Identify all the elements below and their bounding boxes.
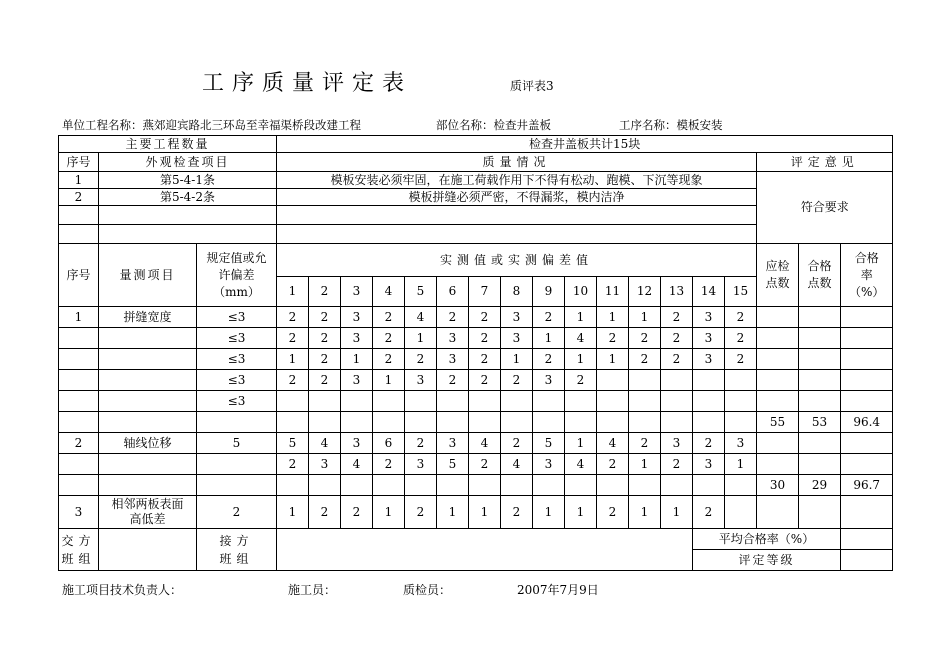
measured-value	[469, 412, 501, 433]
empty-cell	[59, 206, 99, 225]
measured-value: 3	[405, 370, 437, 391]
measured-value: 2	[501, 496, 533, 529]
measured-value: 3	[533, 454, 565, 475]
measured-value: 2	[277, 454, 309, 475]
measured-value: 2	[373, 349, 405, 370]
measured-value: 2	[629, 433, 661, 454]
measured-value: 4	[405, 307, 437, 328]
table-row	[59, 370, 893, 391]
measured-value	[565, 412, 597, 433]
measured-value: 4	[341, 454, 373, 475]
points-required	[757, 433, 799, 454]
measured-value: 3	[437, 328, 469, 349]
measured-value: 1	[565, 349, 597, 370]
evaluation-table	[58, 135, 893, 571]
project-name: 燕郊迎宾路北三环岛至幸福渠桥段改建工程	[142, 118, 361, 132]
measured-value	[565, 475, 597, 496]
pass-rate	[841, 349, 893, 370]
measured-value: 2	[533, 307, 565, 328]
measured-value	[693, 475, 725, 496]
point-number: 14	[693, 277, 725, 307]
measured-value: 2	[725, 328, 757, 349]
tolerance-header: 规定值或允许偏差（mm）	[197, 244, 277, 307]
points-required	[757, 391, 799, 412]
measured-value: 4	[565, 328, 597, 349]
measured-value: 2	[405, 349, 437, 370]
row-seq: 1	[59, 307, 99, 328]
main-quantity-value: 检查井盖板共计15块	[277, 136, 893, 153]
measured-value: 1	[469, 496, 501, 529]
measured-value: 2	[341, 496, 373, 529]
measured-value: 1	[437, 496, 469, 529]
point-number: 5	[405, 277, 437, 307]
table-row	[59, 454, 893, 475]
measured-value: 1	[565, 307, 597, 328]
measured-value: 1	[629, 307, 661, 328]
page-title: 工序质量评定表	[202, 71, 413, 96]
row-tolerance: ≤3	[197, 370, 277, 391]
row-tolerance	[197, 475, 277, 496]
measured-value: 1	[277, 496, 309, 529]
measured-value: 2	[405, 496, 437, 529]
measured-value: 1	[629, 496, 661, 529]
measured-value	[725, 391, 757, 412]
points-pass	[799, 391, 841, 412]
form-number: 质评表3	[510, 79, 554, 93]
empty-cell	[99, 206, 277, 225]
receiver-team-signature	[277, 529, 693, 571]
main-quantity-label: 主要工程数量	[59, 136, 277, 153]
measured-value: 2	[661, 349, 693, 370]
row-tolerance: 2	[197, 496, 277, 529]
appearance-item: 第5-4-2条	[99, 189, 277, 206]
measured-value: 3	[341, 328, 373, 349]
measured-value	[437, 475, 469, 496]
measured-value	[629, 391, 661, 412]
row-tolerance: 5	[197, 433, 277, 454]
measured-value: 2	[693, 433, 725, 454]
measured-value: 2	[405, 433, 437, 454]
row-seq	[59, 454, 99, 475]
point-number: 10	[565, 277, 597, 307]
measured-value: 2	[501, 370, 533, 391]
opinion-header: 评定意见	[757, 153, 893, 172]
measured-value	[597, 391, 629, 412]
grade-value	[841, 550, 893, 571]
pass-rate	[841, 496, 893, 529]
points-required	[757, 349, 799, 370]
measured-value: 2	[373, 307, 405, 328]
measured-value	[469, 391, 501, 412]
table-row	[59, 496, 893, 529]
seq-header: 序号	[59, 153, 99, 172]
table-row	[59, 433, 893, 454]
table-row	[59, 412, 893, 433]
measured-value: 1	[373, 370, 405, 391]
measured-value: 3	[437, 433, 469, 454]
avg-pass-rate-label: 平均合格率（%）	[693, 529, 841, 550]
point-number: 8	[501, 277, 533, 307]
measured-value: 3	[693, 349, 725, 370]
pass-rate	[841, 370, 893, 391]
measured-value	[341, 391, 373, 412]
row-item	[99, 349, 197, 370]
point-number: 13	[661, 277, 693, 307]
measured-value: 2	[533, 349, 565, 370]
opinion-value: 符合要求	[757, 172, 893, 244]
appearance-desc: 模板拼缝必须严密，不得漏浆，模内洁净	[277, 189, 757, 206]
point-number: 2	[309, 277, 341, 307]
measured-value: 2	[469, 370, 501, 391]
measured-value	[437, 391, 469, 412]
seq-header: 序号	[59, 244, 99, 307]
measured-value	[405, 412, 437, 433]
measured-value: 2	[661, 328, 693, 349]
points-pass	[799, 433, 841, 454]
points-required	[757, 496, 799, 529]
measured-value	[661, 391, 693, 412]
measured-value: 3	[341, 433, 373, 454]
row-seq	[59, 412, 99, 433]
measured-value: 2	[469, 328, 501, 349]
point-number: 6	[437, 277, 469, 307]
measured-value	[501, 475, 533, 496]
measured-value	[341, 475, 373, 496]
measured-value	[405, 475, 437, 496]
point-number: 1	[277, 277, 309, 307]
measured-value: 3	[533, 370, 565, 391]
measured-value: 2	[437, 370, 469, 391]
measured-value	[533, 475, 565, 496]
measured-value	[373, 391, 405, 412]
pass-rate	[841, 391, 893, 412]
empty-cell	[277, 225, 757, 244]
measured-value: 2	[661, 454, 693, 475]
measured-value: 3	[725, 433, 757, 454]
measured-value: 5	[533, 433, 565, 454]
measured-value	[693, 412, 725, 433]
measured-value: 2	[373, 454, 405, 475]
measured-value: 5	[277, 433, 309, 454]
measured-value: 3	[341, 307, 373, 328]
points-required-header: 应检点数	[757, 244, 799, 307]
measured-value	[629, 475, 661, 496]
measured-value: 2	[629, 328, 661, 349]
points-pass	[799, 307, 841, 328]
measured-value	[437, 412, 469, 433]
pass-rate	[841, 433, 893, 454]
measured-value: 4	[501, 454, 533, 475]
measured-value: 3	[693, 328, 725, 349]
point-number: 11	[597, 277, 629, 307]
measured-value: 2	[309, 328, 341, 349]
points-pass	[799, 370, 841, 391]
quality-header: 质量情况	[277, 153, 757, 172]
measured-value: 4	[469, 433, 501, 454]
points-pass	[799, 454, 841, 475]
points-required	[757, 307, 799, 328]
measured-value: 1	[341, 349, 373, 370]
measured-value: 2	[469, 307, 501, 328]
row-item: 拼缝宽度	[99, 307, 197, 328]
point-number: 12	[629, 277, 661, 307]
points-pass-header: 合格点数	[799, 244, 841, 307]
row-item: 轴线位移	[99, 433, 197, 454]
measured-value	[533, 412, 565, 433]
measured-value	[597, 412, 629, 433]
measured-value	[501, 391, 533, 412]
measured-value	[661, 475, 693, 496]
table-row	[59, 391, 893, 412]
part-label: 部位名称：	[436, 118, 494, 132]
measured-value	[469, 475, 501, 496]
point-number: 9	[533, 277, 565, 307]
measured-value	[661, 412, 693, 433]
measured-value: 3	[661, 433, 693, 454]
measured-value: 1	[629, 454, 661, 475]
measured-value	[405, 391, 437, 412]
row-tolerance: ≤3	[197, 307, 277, 328]
measured-value: 6	[373, 433, 405, 454]
measured-value: 2	[565, 370, 597, 391]
part-name: 检查井盖板	[493, 118, 551, 132]
row-seq	[59, 391, 99, 412]
measured-value: 3	[501, 328, 533, 349]
measured-value: 2	[693, 496, 725, 529]
row-item	[99, 454, 197, 475]
row-item	[99, 412, 197, 433]
points-required	[757, 328, 799, 349]
measured-value: 1	[565, 433, 597, 454]
measured-value	[661, 370, 693, 391]
measured-value: 3	[309, 454, 341, 475]
points-required	[757, 454, 799, 475]
pass-rate	[841, 328, 893, 349]
measured-value: 2	[469, 349, 501, 370]
measured-value: 1	[597, 349, 629, 370]
measured-value: 2	[309, 307, 341, 328]
measured-value: 3	[693, 454, 725, 475]
measured-value	[373, 412, 405, 433]
measured-value: 2	[277, 328, 309, 349]
row-seq: 2	[59, 433, 99, 454]
row-seq	[59, 349, 99, 370]
measured-value: 2	[597, 328, 629, 349]
point-number: 7	[469, 277, 501, 307]
points-pass: 53	[799, 412, 841, 433]
measured-value	[725, 370, 757, 391]
empty-cell	[277, 206, 757, 225]
measured-value	[501, 412, 533, 433]
pass-rate	[841, 454, 893, 475]
row-seq: 3	[59, 496, 99, 529]
project-info	[62, 117, 361, 133]
table-row	[59, 475, 893, 496]
measured-value: 2	[725, 349, 757, 370]
measured-value: 3	[501, 307, 533, 328]
row-seq	[59, 328, 99, 349]
points-pass: 29	[799, 475, 841, 496]
row-tolerance	[197, 412, 277, 433]
measured-value: 2	[309, 370, 341, 391]
measured-value	[725, 496, 757, 529]
point-number: 15	[725, 277, 757, 307]
measured-value	[277, 391, 309, 412]
measured-value: 2	[373, 328, 405, 349]
table-row	[59, 349, 893, 370]
measured-value: 4	[597, 433, 629, 454]
measured-value: 2	[309, 349, 341, 370]
points-pass	[799, 349, 841, 370]
measured-value: 3	[405, 454, 437, 475]
measured-value	[373, 475, 405, 496]
measured-value: 2	[277, 370, 309, 391]
measured-value	[629, 370, 661, 391]
point-number: 3	[341, 277, 373, 307]
measure-item-header: 量测项目	[99, 244, 197, 307]
handover-team-signature	[99, 529, 197, 571]
measured-value: 1	[597, 307, 629, 328]
process-info	[619, 117, 723, 133]
measured-value: 1	[277, 349, 309, 370]
measured-value: 2	[597, 496, 629, 529]
table-row	[59, 307, 893, 328]
appearance-item: 第5-4-1条	[99, 172, 277, 189]
measured-value: 1	[501, 349, 533, 370]
measured-value	[693, 391, 725, 412]
measured-value	[341, 412, 373, 433]
measured-value	[533, 391, 565, 412]
measured-value: 2	[469, 454, 501, 475]
measured-value: 2	[597, 454, 629, 475]
measured-value: 4	[309, 433, 341, 454]
row-seq	[59, 475, 99, 496]
points-required	[757, 370, 799, 391]
measured-value: 1	[725, 454, 757, 475]
pass-rate-header: 合格率（%）	[841, 244, 893, 307]
points-pass	[799, 496, 841, 529]
date: 2007年7月9日	[517, 583, 599, 597]
measured-value: 5	[437, 454, 469, 475]
worker-label: 施工员：	[288, 583, 337, 597]
measured-value	[597, 370, 629, 391]
measured-value: 1	[373, 496, 405, 529]
points-required: 30	[757, 475, 799, 496]
appearance-desc: 模板安装必须牢固，在施工荷载作用下不得有松动、跑模、下沉等现象	[277, 172, 757, 189]
measured-value	[725, 475, 757, 496]
measured-value: 3	[341, 370, 373, 391]
appearance-header: 外观检查项目	[99, 153, 277, 172]
measured-value: 2	[309, 496, 341, 529]
points-required: 55	[757, 412, 799, 433]
row-item	[99, 328, 197, 349]
pass-rate	[841, 307, 893, 328]
row-tolerance	[197, 454, 277, 475]
measured-value	[277, 475, 309, 496]
row-item	[99, 391, 197, 412]
measured-header: 实测值或实测偏差值	[277, 244, 757, 277]
measured-value: 3	[437, 349, 469, 370]
row-item	[99, 370, 197, 391]
appearance-seq: 2	[59, 189, 99, 206]
measured-value: 1	[661, 496, 693, 529]
empty-cell	[99, 225, 277, 244]
row-tolerance: ≤3	[197, 328, 277, 349]
row-tolerance: ≤3	[197, 349, 277, 370]
row-seq	[59, 370, 99, 391]
part-info	[436, 117, 551, 133]
measured-value: 2	[629, 349, 661, 370]
project-label: 单位工程名称：	[62, 118, 143, 132]
appearance-seq: 1	[59, 172, 99, 189]
pass-rate: 96.7	[841, 475, 893, 496]
measured-value: 2	[661, 307, 693, 328]
measured-value: 2	[277, 307, 309, 328]
empty-cell	[59, 225, 99, 244]
row-tolerance: ≤3	[197, 391, 277, 412]
measured-value: 1	[565, 496, 597, 529]
measured-value	[597, 475, 629, 496]
pass-rate: 96.4	[841, 412, 893, 433]
measured-value: 4	[565, 454, 597, 475]
measured-value	[309, 412, 341, 433]
measured-value: 2	[501, 433, 533, 454]
measured-value: 1	[533, 496, 565, 529]
avg-pass-rate-value	[841, 529, 893, 550]
point-number: 4	[373, 277, 405, 307]
process-label: 工序名称：	[619, 118, 677, 132]
points-pass	[799, 328, 841, 349]
measured-value	[309, 391, 341, 412]
measured-value	[309, 475, 341, 496]
row-item: 相邻两板表面高低差	[99, 496, 197, 529]
measured-value: 2	[437, 307, 469, 328]
measured-value: 2	[725, 307, 757, 328]
process-name: 模板安装	[676, 118, 723, 132]
row-item	[99, 475, 197, 496]
grade-label: 评定等级	[693, 550, 841, 571]
measured-value	[565, 391, 597, 412]
inspector-label: 质检员：	[403, 583, 452, 597]
receiver-team-label: 接方班组	[197, 529, 277, 571]
measured-value	[277, 412, 309, 433]
measured-value	[629, 412, 661, 433]
measured-value: 1	[405, 328, 437, 349]
measured-value	[693, 370, 725, 391]
measured-value: 1	[533, 328, 565, 349]
measured-value	[725, 412, 757, 433]
tech-lead-label: 施工项目技术负责人：	[62, 583, 183, 597]
measured-value: 3	[693, 307, 725, 328]
table-row	[59, 328, 893, 349]
handover-team-label: 交方班组	[59, 529, 99, 571]
